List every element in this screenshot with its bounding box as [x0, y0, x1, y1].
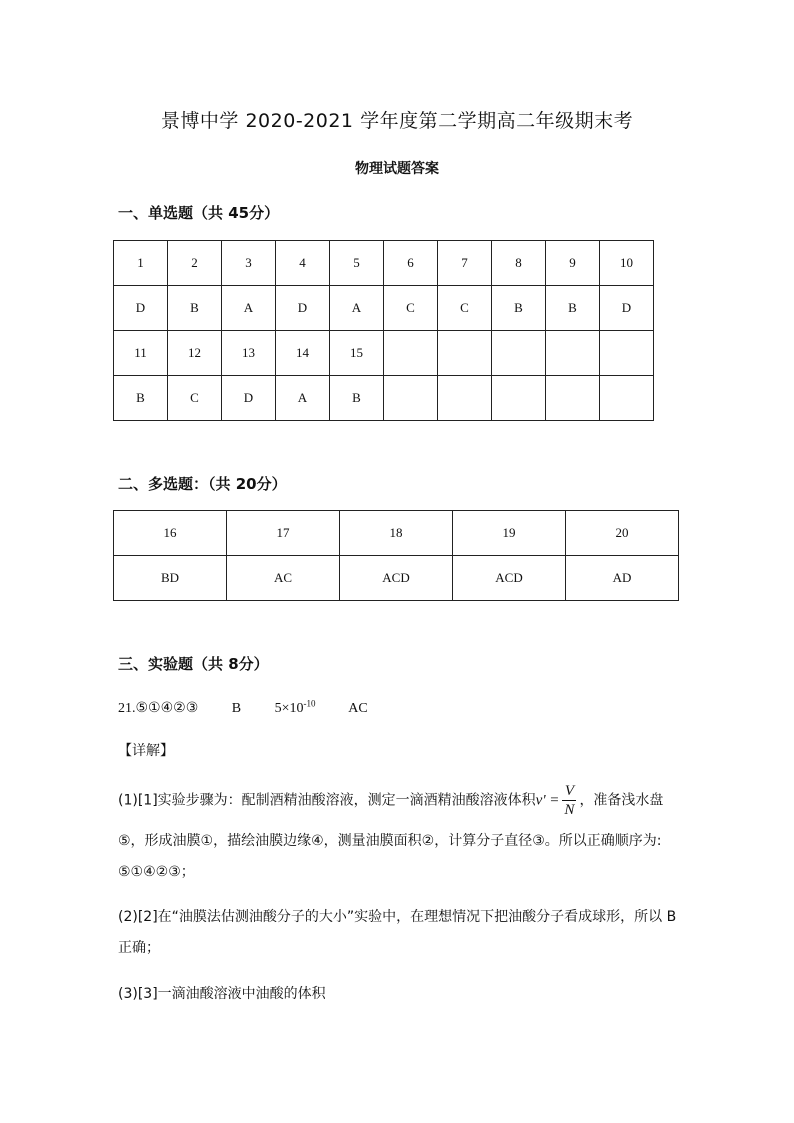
- table-row: [114, 241, 654, 286]
- table-cell: 3: [222, 241, 276, 286]
- table-cell: 4: [276, 241, 330, 286]
- q21-number: 21.: [118, 700, 136, 716]
- table-cell: D: [114, 286, 168, 331]
- table-cell: 20: [566, 511, 679, 556]
- table-cell: 17: [227, 511, 340, 556]
- table-cell: AC: [227, 556, 340, 601]
- table-cell: 18: [340, 511, 453, 556]
- table-cell: 19: [453, 511, 566, 556]
- table-cell: B: [114, 376, 168, 421]
- q21-answer-3: [274, 698, 316, 716]
- detail-paragraph-1-line-1: [118, 782, 663, 818]
- multi-choice-answer-table: [113, 510, 679, 601]
- table-row: [114, 376, 654, 421]
- table-cell: AD: [566, 556, 679, 601]
- detail-paragraph-1-line-2: ⑤，形成油膜①，描绘油膜边缘④，测量油膜面积②，计算分子直径③。所以正确顺序为:: [118, 833, 662, 849]
- table-cell: [492, 331, 546, 376]
- table-row: [114, 556, 679, 601]
- table-cell: B: [168, 286, 222, 331]
- table-cell: 5: [330, 241, 384, 286]
- table-row: [114, 286, 654, 331]
- table-cell: A: [222, 286, 276, 331]
- q21-answer-2: B: [231, 700, 242, 716]
- table-cell: A: [276, 376, 330, 421]
- section-heading-multi-choice: 二、多选题：（共 20分）: [118, 475, 287, 493]
- table-cell: C: [438, 286, 492, 331]
- table-cell: [600, 376, 654, 421]
- table-cell: D: [600, 286, 654, 331]
- q21-answer-3-exponent: -10: [303, 698, 316, 708]
- table-cell: [438, 331, 492, 376]
- detail-paragraph-2-line-2: 正确；: [118, 940, 160, 956]
- table-cell: 7: [438, 241, 492, 286]
- table-cell: 13: [222, 331, 276, 376]
- table-row: [114, 331, 654, 376]
- table-cell: [546, 331, 600, 376]
- table-cell: [546, 376, 600, 421]
- formula-fraction: [562, 782, 576, 819]
- table-cell: [438, 376, 492, 421]
- table-cell: 2: [168, 241, 222, 286]
- detail-paragraph-1-line-3: ⑤①④②③；: [118, 864, 195, 880]
- table-cell: C: [168, 376, 222, 421]
- table-cell: D: [222, 376, 276, 421]
- table-cell: ACD: [340, 556, 453, 601]
- table-cell: 12: [168, 331, 222, 376]
- table-cell: C: [384, 286, 438, 331]
- table-cell: BD: [114, 556, 227, 601]
- page-subtitle: 物理试题答案: [355, 161, 439, 177]
- p1-text-after: ，准备浅水盘: [579, 792, 664, 809]
- detail-paragraph-2-line-1: (2)[2]在“油膜法估测油酸分子的大小”实验中，在理想情况下把油酸分子看成球形，所以 B: [118, 909, 677, 925]
- table-cell: [600, 331, 654, 376]
- section-heading-experiment: 三、实验题（共 8分）: [118, 655, 269, 673]
- formula-lhs: v' =: [535, 792, 560, 809]
- table-cell: [384, 376, 438, 421]
- table-cell: 6: [384, 241, 438, 286]
- table-cell: 10: [600, 241, 654, 286]
- q21-answer-4: AC: [348, 700, 368, 716]
- page-title: 景博中学 2020-2021 学年度第二学期高二年级期末考: [160, 110, 634, 132]
- table-cell: [492, 376, 546, 421]
- detail-heading: 【详解】: [118, 743, 174, 759]
- formula-numerator: V: [562, 782, 576, 801]
- table-cell: 1: [114, 241, 168, 286]
- table-cell: 9: [546, 241, 600, 286]
- single-choice-answer-table: [113, 240, 654, 421]
- table-cell: D: [276, 286, 330, 331]
- table-cell: ACD: [453, 556, 566, 601]
- p1-text-before: (1)[1]实验步骤为：配制酒精油酸溶液，测定一滴酒精油酸溶液体积: [118, 792, 536, 809]
- table-row: [114, 511, 679, 556]
- table-cell: 15: [330, 331, 384, 376]
- detail-paragraph-3-line-1: (3)[3]一滴油酸溶液中油酸的体积: [118, 986, 326, 1002]
- table-cell: [384, 331, 438, 376]
- formula-denominator: N: [564, 802, 575, 818]
- table-cell: A: [330, 286, 384, 331]
- table-cell: 14: [276, 331, 330, 376]
- table-cell: 8: [492, 241, 546, 286]
- table-cell: B: [546, 286, 600, 331]
- question-21-answers: [118, 698, 398, 717]
- q21-order: ⑤①④②③: [135, 699, 199, 716]
- table-cell: B: [492, 286, 546, 331]
- section-heading-single-choice: 一、单选题（共 45分）: [118, 204, 280, 222]
- table-cell: 16: [114, 511, 227, 556]
- q21-answer-3-base: 5×10: [274, 700, 304, 716]
- q21-number-and-order: [118, 701, 198, 716]
- table-cell: 11: [114, 331, 168, 376]
- table-cell: B: [330, 376, 384, 421]
